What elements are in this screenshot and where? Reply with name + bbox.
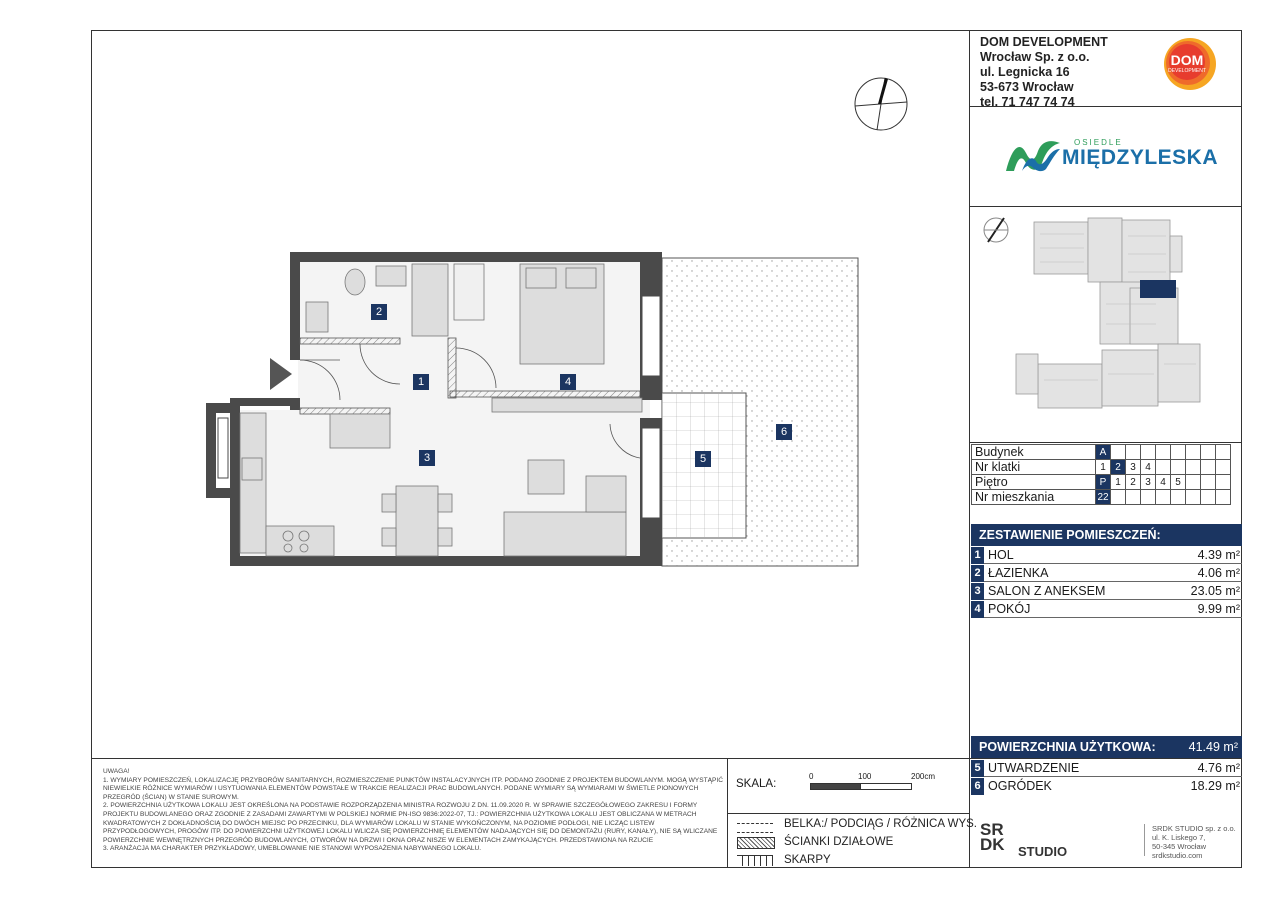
scale-tick-100: 100 xyxy=(858,772,872,781)
floor-plan xyxy=(200,248,870,578)
rooms-heading: ZESTAWIENIE POMIESZCZEŃ: xyxy=(971,524,1242,546)
dom-logo-sub: DEVELOPMENT xyxy=(1168,68,1206,74)
info-row-stairwell xyxy=(972,460,1231,475)
room-row-lazienka xyxy=(971,565,1242,582)
studio-logo xyxy=(980,822,1005,852)
stairwell-value-3: 3 xyxy=(1126,460,1141,475)
estate-name: MIĘDZYLESKA xyxy=(1062,146,1219,169)
room-area: 9.99 m² xyxy=(1197,602,1240,616)
scale-tick-0: 0 xyxy=(809,772,814,781)
scale-label: SKALA: xyxy=(736,778,777,790)
extra-num: 6 xyxy=(971,778,984,795)
notes-title: UWAGA! xyxy=(103,768,130,775)
company-street: ul. Legnicka 16 xyxy=(980,65,1070,79)
legend-beam-icon xyxy=(737,823,773,833)
plan-label-3: 3 xyxy=(419,450,435,466)
legend-slope-icon xyxy=(737,855,773,866)
plan-label-4: 4 xyxy=(560,374,576,390)
company-city: 53-673 Wrocław xyxy=(980,80,1074,94)
extra-area: 4.76 m² xyxy=(1197,761,1240,775)
floor-value-4: 4 xyxy=(1156,475,1171,490)
info-row-apartment xyxy=(972,490,1231,505)
room-area: 4.06 m² xyxy=(1197,566,1240,580)
extra-name: OGRÓDEK xyxy=(988,779,1052,793)
note-item-3: 3. ARANŻACJA MA CHARAKTER PRZYKŁADOWY, UMEBLOWANIE NIE STANOWI WYPOSAŻENIA NABYWANEGO LOKALU. xyxy=(103,845,482,853)
footer-divider-h xyxy=(727,813,969,814)
extra-num: 5 xyxy=(971,760,984,777)
panel-divider xyxy=(969,30,970,868)
studio-logo-top: SR xyxy=(980,820,1004,839)
floor-value-p: P xyxy=(1096,475,1111,490)
estate-logo-mark xyxy=(1004,137,1062,178)
room-row-hol xyxy=(971,547,1242,564)
room-name: SALON Z ANEKSEM xyxy=(988,584,1106,598)
room-row-salon xyxy=(971,583,1242,600)
note-item-1: 1. WYMIARY POMIESZCZEŃ, LOKALIZACJĘ PRZYBORÓW SANITARNYCH, ROZMIESZCZENIE PUNKTÓW INSTALACYJNYCH ITP. PODANO ZGODNIE Z PROJEKTEM BUDOWLANYM. MOGĄ WYSTĄPIĆ NIEWIELKIE RÓŻNICE WYMIARÓW I USYTUOWANIA ELEMENTÓW POWSTAŁE W TRAKCIE REALIZACJI PRAC BUDOWLANYCH. PODANE WYMIARY SĄ WYMIARAMI W ŚWIETLE PIONOWYCH PRZEGRÓD (ŚCIAN) W STANIE SUROWYM. xyxy=(103,776,724,801)
floor-value-5: 5 xyxy=(1171,475,1186,490)
stairwell-value-4: 4 xyxy=(1141,460,1156,475)
key-plan xyxy=(980,214,1230,409)
footer-divider xyxy=(91,758,1242,759)
dom-logo-text: DOM xyxy=(1170,52,1204,68)
studio-address xyxy=(1152,824,1236,860)
usable-area-value: 41.49 m² xyxy=(1188,740,1238,754)
scale-bar-dark xyxy=(810,783,862,790)
legend-slope-label: SKARPY xyxy=(784,854,831,866)
plan-label-1: 1 xyxy=(413,374,429,390)
floor-value-1: 1 xyxy=(1111,475,1126,490)
north-arrow-icon xyxy=(852,76,912,137)
extra-row-utwardzenie xyxy=(971,760,1242,777)
company-name: DOM DEVELOPMENT xyxy=(980,35,1108,49)
note-item-2: 2. POWIERZCHNIA UŻYTKOWA LOKALU JEST OKREŚLONA NA PODSTAWIE ROZPORZĄDZENIA MINISTRA ROZWOJU Z DN. 11.09.2020 R. W SPRAWIE SZCZEGÓŁOWEGO ZAKRESU I FORMY PROJEKTU BUDOWLANEGO ORAZ ZGODNIE Z ZASADAMI ZAWARTYMI W POLSKIEJ NORMIE PN-ISO 9836:2022-07, TJ.: POWIERZCHNIA UŻYTKOWA LOKALU JEST OBLICZANA W METRACH KWADRATOWYCH Z DOKŁADNOŚCIĄ DO DWÓCH MIEJSC PO PRZECINKU, DLA WYMIARÓW LOKALU W STANIE WYKOŃCZONYM, NA POZIOMIE PODŁOGI, NIE LICZĄC LISTEW PRZYPODŁOGOWYCH, PROGÓW ITP. DO POWIERZCHNI UŻYTKOWEJ LOKALU WLICZA SIĘ POWIERZCHNIĘ ELEMENTÓW NADAJĄCYCH SIĘ DO DEMONTAŻU (RURY, KANAŁY), NIE SĄ WLICZANE POWIERZCHNIE WEWNĘTRZNYCH PRZEGRÓD BUDOWLANYCH, OTWORÓW NA DRZWI I OKNA ORAZ NISZE W ELEMENTACH ZAMYKAJĄCYCH. PRZEDSTAWIONA NA RZUCIE xyxy=(103,802,718,844)
panel-divider-h3 xyxy=(969,442,1242,443)
stairwell-value-2: 2 xyxy=(1111,460,1126,475)
usable-area-bar xyxy=(971,736,1242,758)
building-value-a: A xyxy=(1096,445,1111,460)
apartment-value: 22 xyxy=(1097,491,1109,503)
room-num: 1 xyxy=(971,547,984,564)
room-name: HOL xyxy=(988,548,1014,562)
usable-area-label: POWIERZCHNIA UŻYTKOWA: xyxy=(979,740,1156,754)
plan-label-5: 5 xyxy=(695,451,711,467)
apartment-info-table xyxy=(971,444,1231,505)
room-area: 4.39 m² xyxy=(1197,548,1240,562)
building-label: Budynek xyxy=(972,445,1096,460)
room-row-pokoj xyxy=(971,601,1242,618)
plan-label-2: 2 xyxy=(371,304,387,320)
floor-value-2: 2 xyxy=(1126,475,1141,490)
scale-tick-200: 200cm xyxy=(911,772,936,781)
dom-development-logo xyxy=(1156,37,1222,93)
room-num: 4 xyxy=(971,601,984,618)
room-num: 2 xyxy=(971,565,984,582)
company-address xyxy=(980,35,1108,110)
legend-partition-icon xyxy=(737,837,775,849)
studio-line-3: 50-345 Wrocław xyxy=(1152,842,1207,851)
extra-row-ogrodek xyxy=(971,778,1242,795)
company-entity: Wrocław Sp. z o.o. xyxy=(980,50,1090,64)
extra-area: 18.29 m² xyxy=(1190,779,1240,793)
studio-divider xyxy=(1144,824,1145,856)
floor-label: Piętro xyxy=(972,475,1096,490)
room-name: ŁAZIENKA xyxy=(988,566,1049,580)
room-num: 3 xyxy=(971,583,984,600)
plan-label-6: 6 xyxy=(776,424,792,440)
studio-logo-bottom: DK xyxy=(980,835,1005,854)
apartment-label: Nr mieszkania xyxy=(972,490,1096,505)
company-phone: tel. 71 747 74 74 xyxy=(980,95,1075,109)
legend-partition-label: ŚCIANKI DZIAŁOWE xyxy=(784,836,894,848)
extra-name: UTWARDZENIE xyxy=(988,761,1080,775)
info-row-floor xyxy=(972,475,1231,490)
estate-small-label: OSIEDLE xyxy=(1074,138,1123,147)
studio-line-2: ul. K. Liskego 7, xyxy=(1152,833,1206,842)
legend-beam-label: BELKA:/ PODCIĄG / RÓŻNICA WYS. xyxy=(784,818,977,830)
panel-divider-h2 xyxy=(969,206,1242,207)
info-row-building xyxy=(972,445,1231,460)
stairwell-value-1: 1 xyxy=(1096,460,1111,475)
studio-logo-word: STUDIO xyxy=(1018,844,1068,859)
stairwell-label: Nr klatki xyxy=(972,460,1096,475)
notes-block xyxy=(103,768,723,854)
room-name: POKÓJ xyxy=(988,602,1031,616)
studio-line-4: srdkstudio.com xyxy=(1152,851,1203,860)
scale-bar-light xyxy=(860,783,912,790)
room-area: 23.05 m² xyxy=(1190,584,1240,598)
studio-line-1: SRDK STUDIO sp. z o.o. xyxy=(1152,824,1236,833)
floor-value-3: 3 xyxy=(1141,475,1156,490)
